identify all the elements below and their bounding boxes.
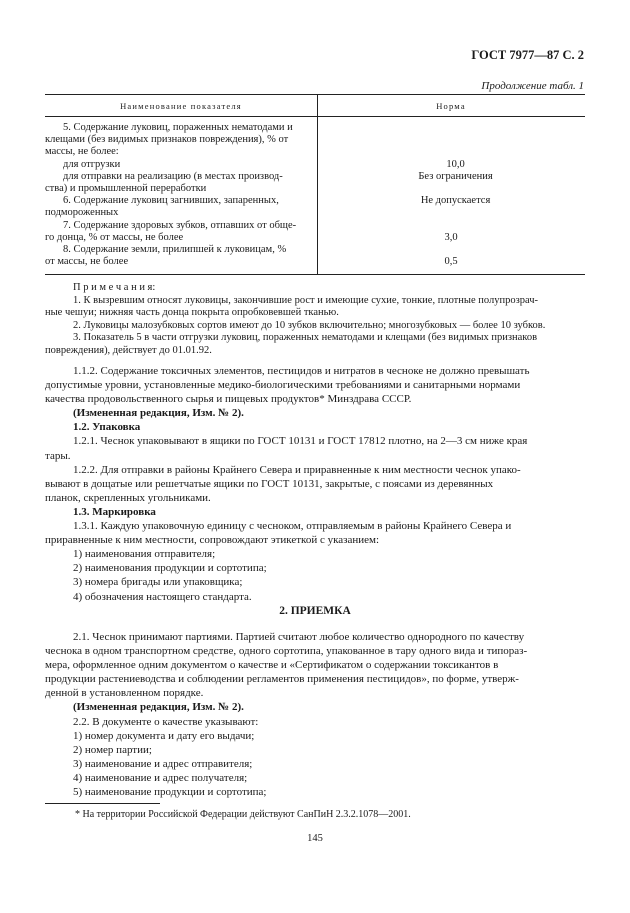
section-heading: 2. ПРИЕМКА (279, 605, 351, 617)
footnote-separator (45, 803, 160, 804)
indicator-cell: 8. Содержание земли, прилипшей к луковицам, % (63, 244, 287, 256)
paragraph-line: 1.2.2. Для отправки в районы Крайнего Севера и приравненные к ним местности чеснок упако- (73, 463, 521, 476)
norm-cell (326, 220, 585, 232)
indicator-cell: для отгрузки (63, 158, 121, 170)
table-row (45, 256, 585, 268)
list-item: 3) наименование и адрес отправителя; (73, 757, 253, 770)
paragraph-line: денной в установленном порядке. (45, 687, 204, 700)
norm-cell (317, 134, 585, 146)
table-header-norm: Норма (436, 101, 466, 111)
section-2-text (45, 630, 585, 799)
footnote: * На территории Российской Федерации действуют СанПиН 2.3.2.1078—2001. (75, 809, 411, 820)
indicator-cell: от массы, не более (45, 256, 129, 268)
list-item: 4) обозначения настоящего стандарта. (73, 590, 252, 603)
list-item: 2) наименования продукции и сортотипа; (73, 562, 267, 575)
note-line: повреждения), действует до 01.01.92. (45, 344, 212, 356)
note-line: ные чешуи; нижняя часть донца покрыта опробковевшей тканью. (45, 307, 339, 319)
indicator-cell: 5. Содержание луковиц, пораженных нематодами и (63, 122, 293, 133)
indicator-cell: подмороженных (45, 207, 119, 219)
page-header: ГОСТ 7977—87 С. 2 (471, 48, 584, 62)
table-row (45, 122, 585, 134)
paragraph-line: 1.3.1. Каждую упаковочную единицу с чесноком, отправляемым в районы Крайнего Севера и (73, 520, 512, 533)
table-row (45, 146, 585, 158)
indicator-cell: клещами (без видимых признаков повреждения), % от (45, 134, 289, 146)
table-row (45, 171, 585, 183)
norm-cell (317, 183, 585, 195)
table-row (45, 134, 585, 146)
paragraph-line: вывают в дощатые или решетчатые ящики по ГОСТ 10131, закрытые, с поясами из деревянных (45, 477, 494, 490)
paragraph-line: качества продовольственного сырья и пищевых продуктов* Минздрава СССР. (45, 393, 412, 406)
table-row (45, 220, 585, 232)
norm-cell: Не допускается (420, 195, 491, 207)
indicator-cell: 7. Содержание здоровых зубков, отпавших от обще- (63, 219, 297, 231)
table-row (45, 183, 585, 195)
indicator-cell: ства) и промышленной переработки (45, 183, 207, 195)
paragraph-line: планок, скрепленных угольниками. (45, 491, 211, 504)
table-body (45, 122, 585, 268)
paragraph-line: 2.2. В документе о качестве указывают: (73, 715, 259, 728)
subsection-heading: 1.2. Упаковка (73, 421, 141, 434)
note-line: 2. Луковицы малозубковых сортов имеют до 10 зубков включительно; многозубковых — более 10 зубков. (73, 319, 546, 331)
indicator-cell: го донца, % от массы, не более (45, 231, 184, 243)
norm-cell (326, 244, 585, 256)
indicator-cell: 6. Содержание луковиц загнивших, запаренных, (63, 195, 279, 207)
norm-cell (317, 146, 585, 158)
paragraph-line: допустимые уровни, установленные медико-биологическими требованиями и санитарными нормами (45, 379, 521, 392)
paragraph-line: чеснока в одном транспортном средстве, одного сортотипа, упакованное в тару одного вида и типораз- (45, 645, 528, 658)
list-item: 2) номер партии; (73, 743, 152, 756)
list-item: 3) номера бригады или упаковщика; (73, 576, 243, 589)
paragraph-line: 1.2.1. Чеснок упаковывают в ящики по ГОСТ 10131 и ГОСТ 17812 плотно, на 2—3 см ниже края (73, 435, 528, 448)
list-item: 4) наименование и адрес получателя; (73, 771, 248, 784)
note-line: 3. Показатель 5 в части отгрузки луковиц, пораженных нематодами и клещами (без видимых признаков (73, 332, 538, 344)
paragraph-line: 2.1. Чеснок принимают партиями. Партией считают любое количество однородного по качеству (73, 631, 525, 643)
quality-table (45, 94, 585, 274)
indicator-cell: массы, не более: (45, 146, 119, 158)
table-row (45, 232, 585, 244)
norm-cell: 3,0 (444, 231, 458, 243)
notes-title: П р и м е ч а н и я: (73, 282, 156, 293)
paragraph-line: приравненные к ним местности, сопровождают этикеткой с указанием: (45, 534, 380, 547)
table-row (45, 159, 585, 171)
norm-cell: 10,0 (446, 158, 465, 170)
norm-cell (317, 207, 585, 219)
norm-cell: 0,5 (444, 256, 458, 268)
note-line: 1. К вызревшим относят луковицы, закончившие рост и имеющие сухие, тонкие, плотные полупрозрач- (73, 294, 538, 306)
list-item: 1) номер документа и дату его выдачи; (73, 729, 255, 742)
paragraph-line: мера, оформленное одним документом о качестве и «Сертификатом о содержании токсикантов в (45, 659, 499, 672)
list-item: 5) наименование продукции и сортотипа; (73, 786, 267, 799)
list-item: 1) наименования отправителя; (73, 548, 216, 561)
section-1-text (45, 364, 585, 604)
amendment-note: (Измененная редакция, Изм. № 2). (73, 407, 244, 420)
table-row (45, 195, 585, 207)
paragraph-line: 1.1.2. Содержание токсичных элементов, пестицидов и нитратов в чесноке не должно превышать (73, 365, 530, 377)
norm-cell: Без ограничения (418, 170, 493, 182)
table-continuation: Продолжение табл. 1 (481, 80, 584, 92)
subsection-heading: 1.3. Маркировка (73, 505, 156, 518)
table-row (45, 244, 585, 256)
amendment-note: (Измененная редакция, Изм. № 2). (73, 701, 244, 714)
table-header-indicator: Наименование показателя (120, 101, 242, 111)
indicator-cell: для отправки на реализацию (в местах производ- (63, 170, 283, 182)
paragraph-line: продукции растениеводства и соблюдении регламентов применения пестицидов», по форме, утверж- (45, 673, 519, 686)
page-number: 145 (307, 833, 323, 844)
paragraph-line: тары. (45, 449, 71, 462)
norm-cell (326, 122, 585, 134)
table-notes (45, 282, 585, 358)
table-row (45, 207, 585, 219)
